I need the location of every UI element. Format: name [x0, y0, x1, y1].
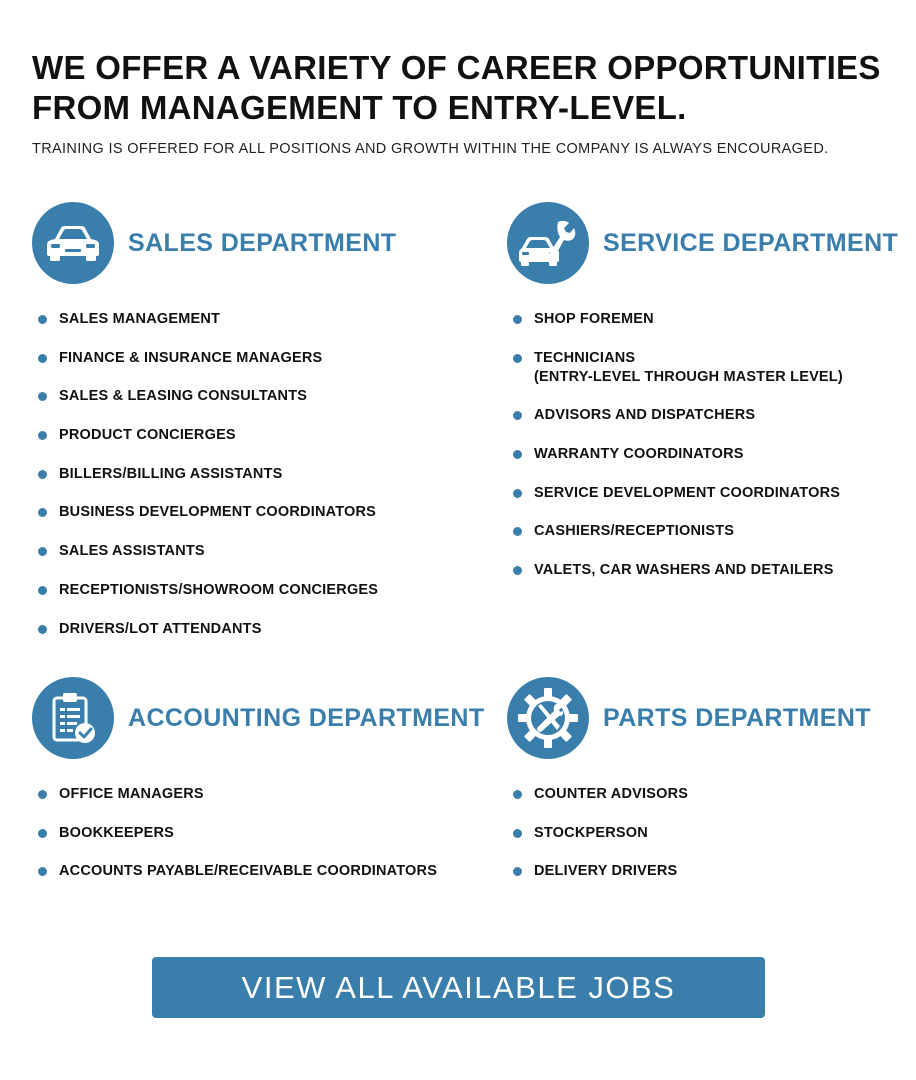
list-item: ACCOUNTS PAYABLE/RECEIVABLE COORDINATORS — [38, 862, 437, 881]
service-department-header — [507, 202, 912, 284]
service-positions-list — [513, 310, 843, 600]
list-item: DRIVERS/LOT ATTENDANTS — [38, 620, 378, 639]
list-item: RECEPTIONISTS/SHOWROOM CONCIERGES — [38, 581, 378, 600]
page-headline — [32, 48, 912, 128]
sales-positions-list — [38, 310, 378, 658]
list-item: COUNTER ADVISORS — [513, 785, 688, 804]
parts-department-header — [507, 677, 912, 759]
accounting-department-header — [32, 677, 492, 759]
headline-line-2: FROM MANAGEMENT TO ENTRY-LEVEL. — [32, 89, 687, 126]
list-item: WARRANTY COORDINATORS — [513, 445, 843, 464]
list-item: SALES MANAGEMENT — [38, 310, 378, 329]
list-item-subline: (ENTRY-LEVEL THROUGH MASTER LEVEL) — [534, 368, 843, 385]
accounting-department — [32, 677, 492, 880]
list-item: STOCKPERSON — [513, 824, 688, 843]
service-department-title: SERVICE DEPARTMENT — [603, 229, 899, 257]
list-item: DELIVERY DRIVERS — [513, 862, 688, 881]
accounting-positions-list — [38, 785, 437, 901]
list-item: SALES & LEASING CONSULTANTS — [38, 387, 378, 406]
view-all-jobs-button[interactable]: VIEW ALL AVAILABLE JOBS — [152, 957, 765, 1018]
parts-department-title: PARTS DEPARTMENT — [603, 704, 871, 732]
list-item: ADVISORS AND DISPATCHERS — [513, 406, 843, 425]
list-item: CASHIERS/RECEPTIONISTS — [513, 522, 843, 541]
parts-positions-list — [513, 785, 688, 901]
parts-department — [507, 677, 912, 880]
list-item — [513, 349, 843, 387]
car-icon — [32, 202, 114, 284]
list-item: BUSINESS DEVELOPMENT COORDINATORS — [38, 503, 378, 522]
clipboard-check-icon — [32, 677, 114, 759]
sales-department-header — [32, 202, 472, 284]
list-item-line: TECHNICIANS — [534, 349, 636, 366]
accounting-department-title: ACCOUNTING DEPARTMENT — [128, 704, 485, 732]
list-item: SALES ASSISTANTS — [38, 542, 378, 561]
list-item: FINANCE & INSURANCE MANAGERS — [38, 349, 378, 368]
list-item: BILLERS/BILLING ASSISTANTS — [38, 465, 378, 484]
list-item: BOOKKEEPERS — [38, 824, 437, 843]
list-item: SHOP FOREMEN — [513, 310, 843, 329]
car-wrench-icon — [507, 202, 589, 284]
list-item: OFFICE MANAGERS — [38, 785, 437, 804]
service-department — [507, 202, 912, 579]
list-item: SERVICE DEVELOPMENT COORDINATORS — [513, 484, 843, 503]
sales-department — [32, 202, 472, 637]
page-subheadline: TRAINING IS OFFERED FOR ALL POSITIONS AND GROWTH WITHIN THE COMPANY IS ALWAYS ENCOURAGED. — [32, 141, 829, 157]
sales-department-title: SALES DEPARTMENT — [128, 229, 397, 257]
headline-line-1: WE OFFER A VARIETY OF CAREER OPPORTUNITIES — [32, 49, 881, 86]
gear-tools-icon — [507, 677, 589, 759]
list-item: VALETS, CAR WASHERS AND DETAILERS — [513, 561, 843, 580]
list-item: PRODUCT CONCIERGES — [38, 426, 378, 445]
